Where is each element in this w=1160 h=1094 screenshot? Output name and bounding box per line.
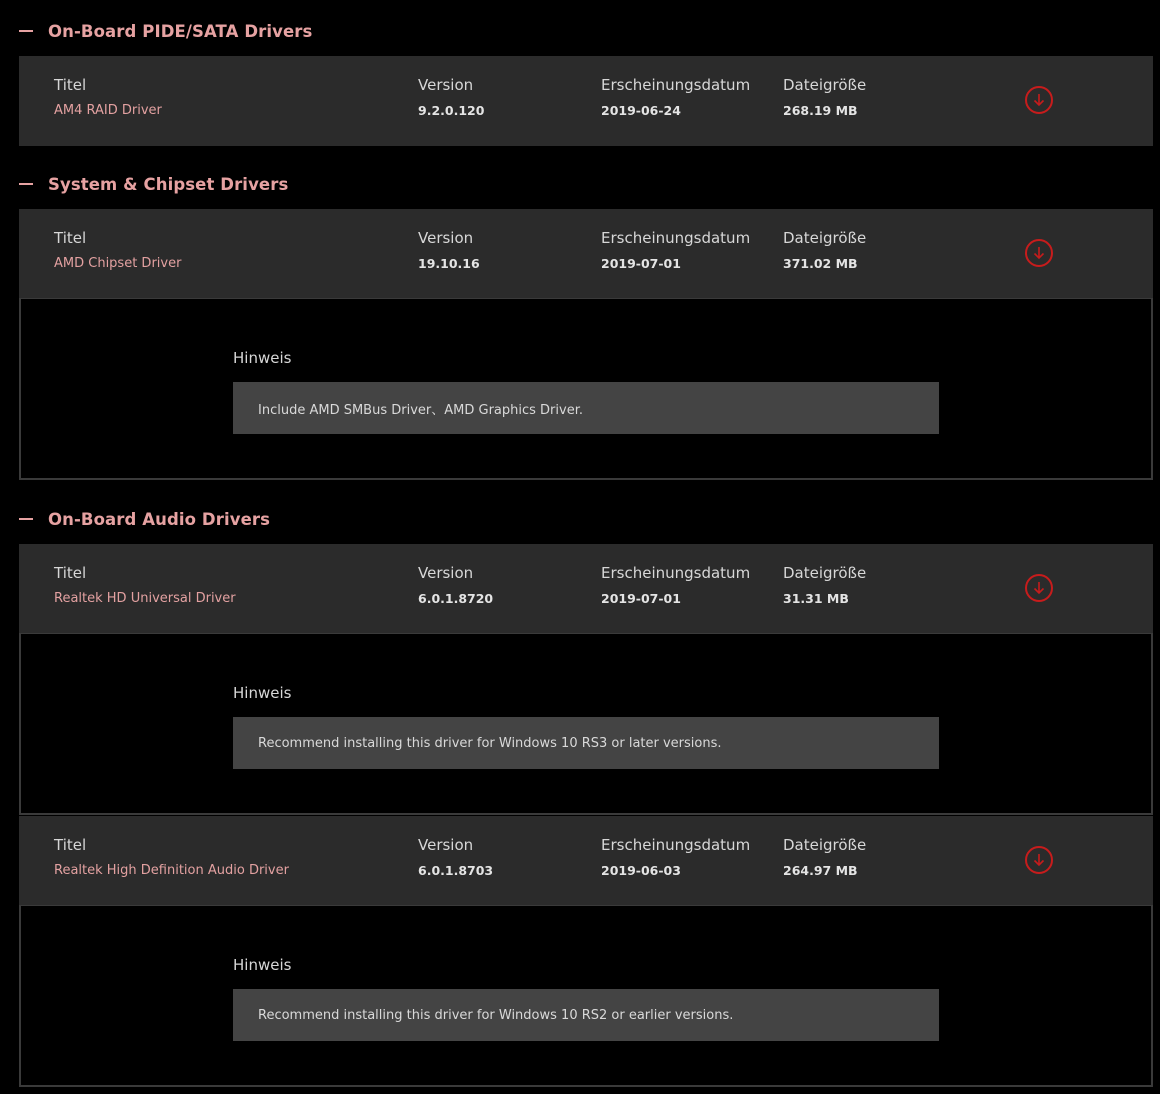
download-button[interactable] [1025,239,1053,267]
size-value: 371.02 MB [783,256,858,271]
section-title: On-Board PIDE/SATA Drivers [48,21,313,41]
note-label: Hinweis [233,684,292,702]
note-panel [19,298,1153,480]
title-label: Titel [54,836,87,854]
section-header-pide-sata[interactable] [19,17,312,45]
note-panel [19,633,1153,815]
version-label: Version [418,836,474,854]
date-value: 2019-06-03 [601,863,681,878]
version-value: 19.10.16 [418,256,480,271]
note-text: Recommend installing this driver for Windows 10 RS3 or later versions. [233,717,939,769]
minus-icon [19,518,33,520]
download-arrow-icon [1031,852,1047,868]
section-header-system-chipset[interactable] [19,170,288,198]
note-panel [19,905,1153,1087]
minus-icon [19,30,33,32]
size-value: 31.31 MB [783,591,849,606]
version-value: 6.0.1.8720 [418,591,494,606]
size-value: 264.97 MB [783,863,858,878]
version-value: 6.0.1.8703 [418,863,494,878]
minus-icon [19,183,33,185]
date-label: Erscheinungsdatum [601,76,751,94]
version-label: Version [418,564,474,582]
date-label: Erscheinungsdatum [601,564,751,582]
size-value: 268.19 MB [783,103,858,118]
driver-row-realtek-high-definition [19,816,1153,906]
size-label: Dateigröße [783,76,867,94]
download-arrow-icon [1031,92,1047,108]
title-label: Titel [54,564,87,582]
date-value: 2019-07-01 [601,256,681,271]
download-arrow-icon [1031,580,1047,596]
note-label: Hinweis [233,956,292,974]
note-text: Recommend installing this driver for Windows 10 RS2 or earlier versions. [233,989,939,1041]
title-label: Titel [54,76,87,94]
size-label: Dateigröße [783,229,867,247]
download-button[interactable] [1025,86,1053,114]
date-label: Erscheinungsdatum [601,836,751,854]
version-label: Version [418,229,474,247]
date-label: Erscheinungsdatum [601,229,751,247]
download-button[interactable] [1025,846,1053,874]
version-label: Version [418,76,474,94]
section-title: On-Board Audio Drivers [48,509,271,529]
driver-name-link[interactable]: AMD Chipset Driver [54,256,182,271]
size-label: Dateigröße [783,564,867,582]
section-title: System & Chipset Drivers [48,174,289,194]
size-label: Dateigröße [783,836,867,854]
download-arrow-icon [1031,245,1047,261]
section-header-audio[interactable] [19,505,270,533]
driver-row-am4-raid [19,56,1153,146]
download-button[interactable] [1025,574,1053,602]
driver-name-link[interactable]: Realtek High Definition Audio Driver [54,863,289,878]
date-value: 2019-07-01 [601,591,681,606]
note-text: Include AMD SMBus Driver、AMD Graphics Driver. [233,382,939,434]
note-label: Hinweis [233,349,292,367]
title-label: Titel [54,229,87,247]
version-value: 9.2.0.120 [418,103,485,118]
driver-name-link[interactable]: Realtek HD Universal Driver [54,591,236,606]
date-value: 2019-06-24 [601,103,681,118]
driver-row-realtek-hd-universal [19,544,1153,634]
driver-row-amd-chipset [19,209,1153,299]
driver-name-link[interactable]: AM4 RAID Driver [54,103,162,118]
